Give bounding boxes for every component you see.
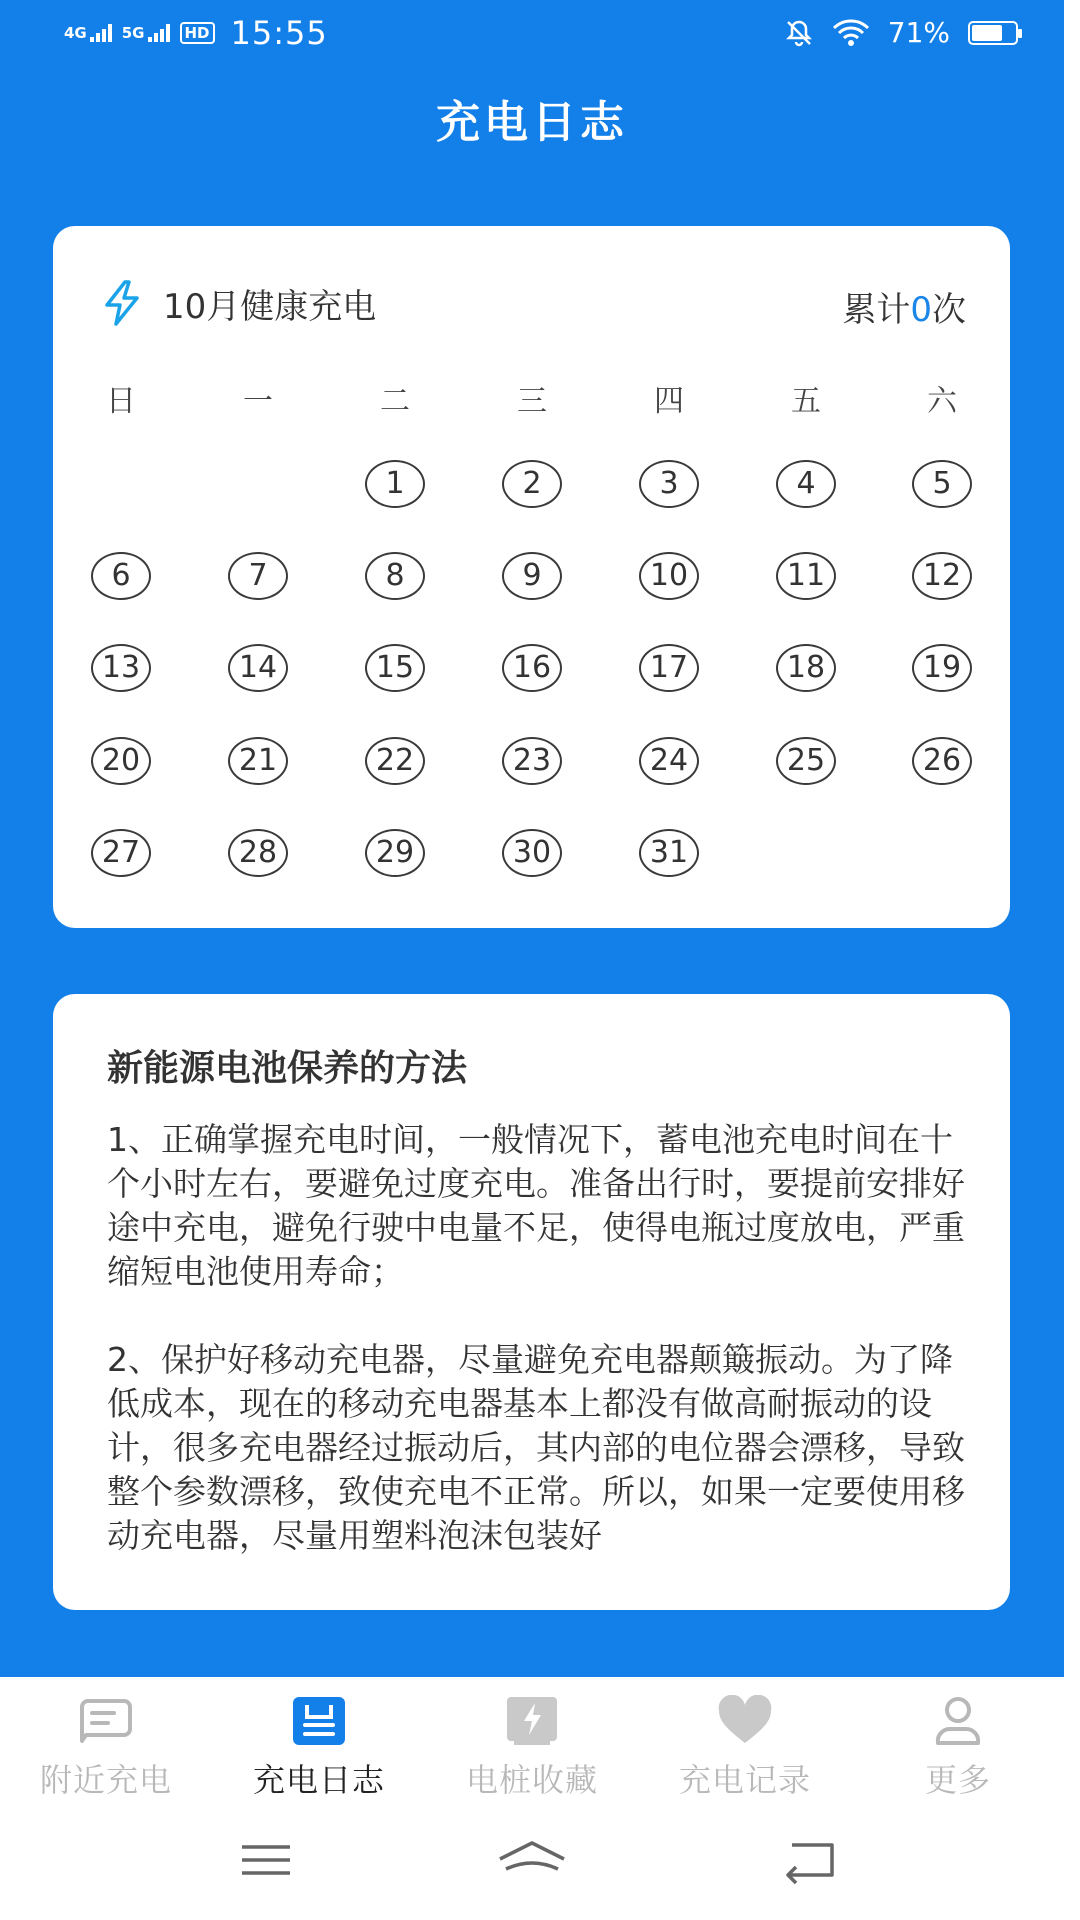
tab-charging-records[interactable] — [639, 1695, 851, 1801]
network-type-label: 4G — [64, 24, 87, 42]
calendar-title-group — [97, 278, 376, 328]
tab-more[interactable] — [852, 1695, 1064, 1801]
person-icon — [930, 1695, 986, 1747]
weekday-label: 五 — [791, 384, 821, 419]
page-title: 充电日志 — [436, 97, 628, 148]
calendar-day[interactable]: 4 — [776, 460, 836, 508]
calendar-day[interactable]: 2 — [502, 460, 562, 508]
system-navigation-bar — [0, 1805, 1064, 1920]
calendar-day[interactable]: 28 — [228, 829, 288, 877]
calendar-day[interactable]: 5 — [912, 460, 972, 508]
journal-icon — [291, 1695, 347, 1747]
calendar-day[interactable]: 17 — [639, 644, 699, 692]
menu-icon[interactable] — [226, 1835, 306, 1885]
weekday-label: 二 — [380, 384, 410, 419]
tips-title: 新能源电池保养的方法 — [107, 1048, 468, 1089]
calendar-day[interactable]: 10 — [639, 552, 699, 600]
calendar-day[interactable]: 15 — [365, 644, 425, 692]
charge-count-prefix: 累计 — [842, 290, 911, 330]
calendar-day[interactable]: 11 — [776, 552, 836, 600]
charge-count — [842, 282, 966, 331]
calendar-day[interactable]: 14 — [228, 644, 288, 692]
weekday-label: 一 — [243, 384, 273, 419]
mute-bell-icon — [784, 18, 814, 48]
status-time: 15:55 — [230, 14, 328, 52]
calendar-day[interactable]: 8 — [365, 552, 425, 600]
weekday-label: 三 — [517, 384, 547, 419]
calendar-day[interactable]: 30 — [502, 829, 562, 877]
calendar-day[interactable]: 21 — [228, 737, 288, 785]
tab-label: 充电记录 — [678, 1761, 811, 1799]
calendar-day[interactable]: 23 — [502, 737, 562, 785]
calendar-day[interactable]: 1 — [365, 460, 425, 508]
calendar-day[interactable]: 9 — [502, 552, 562, 600]
wifi-icon — [832, 19, 870, 47]
battery-percent: 71% — [887, 16, 950, 49]
screen-edge — [1064, 0, 1080, 1920]
tips-body — [107, 1118, 967, 1602]
calendar-day[interactable]: 22 — [365, 737, 425, 785]
tips-card[interactable] — [53, 994, 1010, 1610]
bottom-tab-bar — [0, 1677, 1064, 1805]
tab-label: 更多 — [924, 1761, 991, 1799]
battery-level-fill — [972, 25, 1002, 41]
calendar-day[interactable]: 13 — [91, 644, 151, 692]
calendar-day[interactable]: 12 — [912, 552, 972, 600]
lightning-bolt-icon — [97, 278, 147, 328]
hd-voice-badge: HD — [180, 22, 215, 44]
calendar-day[interactable]: 16 — [502, 644, 562, 692]
status-left — [64, 14, 328, 52]
tips-paragraph: 2、保护好移动充电器，尽量避免充电器颠簸振动。为了降低成本，现在的移动充电器基本上都没有做高耐振动的设计，很多充电器经过振动后，其内部的电位器会漂移，导致整个参数漂移，致使充电不正常。所以，如果一定要使用移动充电器，尽量用塑料泡沫包装好 — [107, 1340, 965, 1555]
tab-nearby-charging[interactable] — [0, 1695, 212, 1801]
calendar-day[interactable]: 19 — [912, 644, 972, 692]
calendar-day[interactable]: 29 — [365, 829, 425, 877]
calendar-header — [97, 278, 966, 328]
calendar-card — [53, 226, 1010, 928]
calendar-day[interactable]: 6 — [91, 552, 151, 600]
weekday-row — [53, 376, 1010, 419]
calendar-day[interactable]: 20 — [91, 737, 151, 785]
tab-charger-favorites[interactable] — [426, 1695, 638, 1801]
calendar-title: 10月健康充电 — [163, 286, 377, 327]
calendar-day[interactable]: 27 — [91, 829, 151, 877]
charger-bookmark-icon — [504, 1695, 560, 1747]
signal-4g — [64, 24, 112, 42]
calendar-day[interactable]: 3 — [639, 460, 699, 508]
calendar-day[interactable]: 24 — [639, 737, 699, 785]
tab-charging-log[interactable] — [213, 1695, 425, 1801]
signal-5g — [122, 24, 170, 42]
weekday-label: 四 — [654, 384, 684, 419]
signal-bars-icon — [148, 24, 170, 42]
tab-label: 充电日志 — [252, 1761, 385, 1799]
home-icon[interactable] — [492, 1835, 572, 1885]
battery-icon — [968, 21, 1018, 45]
calendar-day[interactable]: 7 — [228, 552, 288, 600]
weekday-label: 日 — [106, 384, 136, 419]
calendar-day[interactable]: 31 — [639, 829, 699, 877]
status-right — [784, 16, 1018, 49]
tips-paragraph: 1、正确掌握充电时间，一般情况下，蓄电池充电时间在十个小时左右，要避免过度充电。准备出行时，要提前安排好途中充电，避免行驶中电量不足，使得电瓶过度放电，严重缩短电池使用寿命； — [107, 1120, 965, 1291]
chat-bubble-icon — [78, 1695, 134, 1747]
calendar-day[interactable]: 18 — [776, 644, 836, 692]
weekday-label: 六 — [927, 384, 957, 419]
back-icon[interactable] — [770, 1835, 850, 1885]
charge-count-value: 0 — [910, 290, 932, 330]
charge-count-suffix: 次 — [932, 290, 966, 330]
tab-label: 附近充电 — [39, 1761, 172, 1799]
calendar-day[interactable]: 26 — [912, 737, 972, 785]
tab-label: 电桩收藏 — [465, 1761, 598, 1799]
heart-icon — [717, 1695, 773, 1747]
signal-bars-icon — [90, 24, 112, 42]
network-type-label: 5G — [121, 24, 145, 42]
calendar-day[interactable]: 25 — [776, 737, 836, 785]
status-bar — [0, 0, 1080, 66]
